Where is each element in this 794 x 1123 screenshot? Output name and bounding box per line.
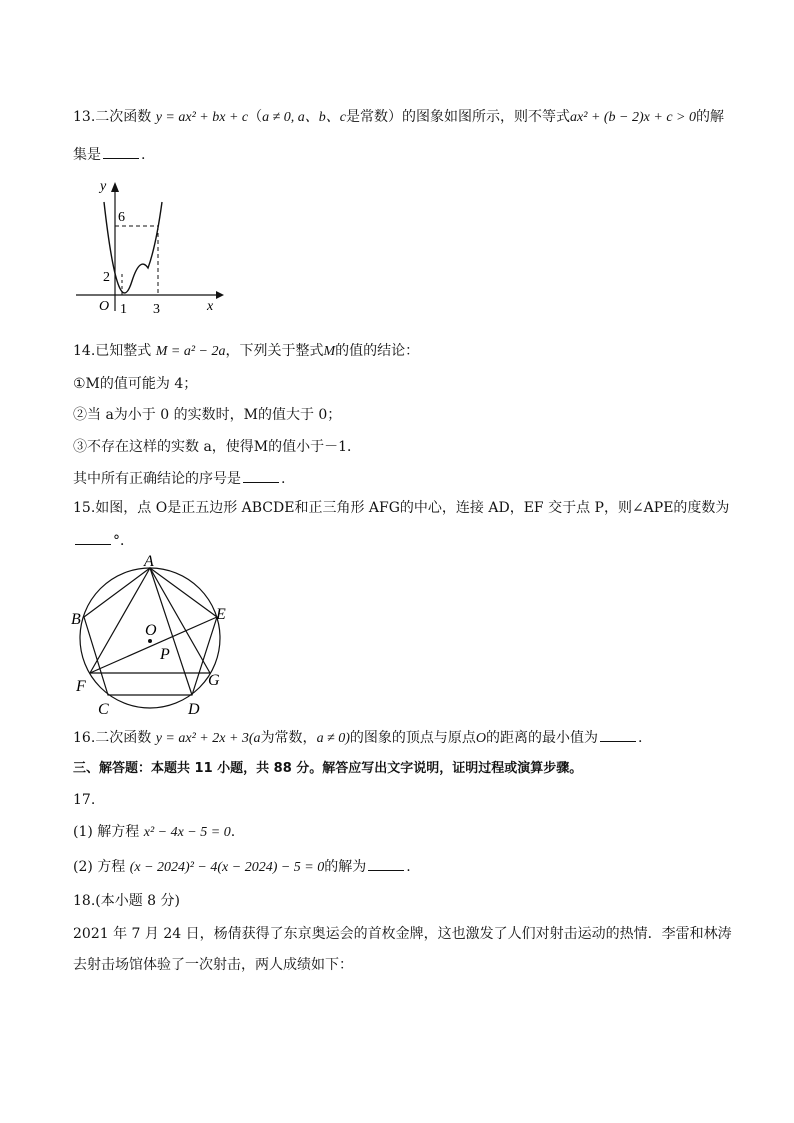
label-P: P	[160, 646, 170, 663]
tick-label-1: 1	[120, 302, 127, 316]
triangle-AFG	[90, 568, 210, 673]
q18-line2: 去射击场馆体验了一次射击，两人成绩如下：	[73, 957, 353, 973]
q16-text-c: 的图象的顶点与原点	[349, 730, 476, 746]
q17-answer-blank	[368, 856, 404, 871]
q17-part1-end: .	[230, 824, 236, 840]
q13-line2	[73, 144, 145, 165]
tick-label-3: 3	[153, 302, 160, 316]
y-axis-arrow	[111, 182, 119, 192]
label-B: B	[71, 611, 81, 628]
q17-number: 17.	[73, 792, 96, 808]
q14-number: 14.	[73, 343, 96, 359]
label-O: O	[145, 622, 157, 639]
center-point-O	[148, 639, 152, 643]
label-E: E	[216, 606, 226, 623]
tick-label-6: 6	[118, 210, 125, 225]
q14-conclusion-1: ①M的值可能为 4；	[73, 376, 198, 392]
q14-text-c: 的值的结论：	[335, 343, 420, 359]
q14-text: 已知整式	[95, 343, 152, 359]
q17-part1-label: (1) 解方程	[73, 824, 140, 840]
label-F: F	[76, 678, 86, 695]
q14-conclusion-3: ③不存在这样的实数 a，使得M的值小于－1．	[73, 439, 362, 455]
q13-end: .	[141, 147, 146, 163]
parabola-curve	[104, 202, 162, 293]
q17-part2-label: (2) 方程	[73, 859, 126, 875]
q16-text-d: 的距离的最小值为	[486, 730, 599, 746]
q13-function: y = ax² + bx + c	[155, 110, 249, 125]
q14-conclusion-2: ②当 a为小于 0 的实数时，M的值大于 0；	[73, 407, 342, 423]
q17-part1	[73, 822, 235, 843]
q14-text-b: ，下列关于整式	[225, 343, 324, 359]
q15-number: 15.	[73, 500, 96, 516]
q16-function: y = ax² + 2x + 3(a	[155, 731, 261, 746]
q16-answer-blank	[600, 727, 636, 742]
q14-end: .	[281, 471, 286, 487]
q15-line1	[73, 498, 729, 518]
q15-text: 如图，点 O是正五边形 ABCDE和正三角形 AFG的中心，连接 AD，EF 交于点 P，则∠APE的度数为	[95, 500, 730, 516]
q18-title: 18.(本小题 8 分)	[73, 893, 180, 909]
label-origin: O	[99, 299, 110, 314]
q17-part2	[73, 856, 411, 878]
q16-line	[73, 727, 643, 749]
q13-line1	[73, 107, 724, 128]
q15-pentagon-figure	[68, 555, 238, 720]
q13-text-a: 二次函数	[95, 109, 152, 125]
q13-text-d: 的解	[695, 109, 724, 125]
q14-expression: M = a² − 2a	[155, 344, 226, 359]
q13-inequality: ax² + (b − 2)x + c > 0	[570, 110, 696, 125]
q16-text-b: 为常数，	[260, 730, 317, 746]
q17-part1-equation: x² − 4x − 5 = 0	[143, 825, 231, 840]
q14-line1	[73, 341, 419, 362]
q16-condition: a ≠ 0)	[316, 731, 350, 746]
label-x: x	[207, 299, 214, 314]
q13-number: 13.	[73, 109, 96, 125]
q18-line1: 2021 年 7 月 24 日，杨倩获得了东京奥运会的首枚金牌，这也激发了人们对射击运动的热情．李雷和林涛	[73, 926, 732, 942]
q13-condition: a ≠ 0, a、b、c	[262, 110, 347, 125]
q14-answer-blank	[243, 468, 279, 483]
q16-end: .	[638, 730, 643, 746]
q17-part2-equation: (x − 2024)² − 4(x − 2024) − 5 = 0	[129, 860, 325, 875]
q13-text-c: 是常数）的图象如图所示，则不等式	[346, 109, 571, 125]
tick-label-2: 2	[103, 270, 110, 285]
x-axis-arrow	[216, 291, 224, 299]
q15-line2	[73, 530, 134, 551]
label-D: D	[188, 701, 200, 718]
q13-answer-blank	[103, 144, 139, 159]
q15-answer-blank	[75, 530, 111, 545]
label-C: C	[98, 701, 109, 718]
q13-line2-text: 集是	[73, 147, 101, 163]
q14-ask-text: 其中所有正确结论的序号是	[73, 471, 241, 487]
label-y: y	[100, 179, 107, 194]
q16-number: 16.	[73, 730, 96, 746]
label-A: A	[144, 555, 154, 570]
q17-part2-text: 的解为	[324, 859, 367, 875]
q16-origin: O	[475, 731, 487, 746]
q16-text-a: 二次函数	[95, 730, 152, 746]
q14-ask	[73, 468, 285, 489]
q13-text-b: （	[248, 109, 263, 125]
q14-m: M	[323, 344, 336, 359]
section-3-heading: 三、解答题：本题共 11 小题，共 88 分。解答应写出文字说明，证明过程或演算步骤。	[73, 761, 583, 776]
label-G: G	[208, 672, 220, 689]
q13-parabola-graph	[70, 176, 230, 316]
q15-end: °．	[113, 533, 134, 549]
q17-part2-end: .	[406, 859, 411, 875]
